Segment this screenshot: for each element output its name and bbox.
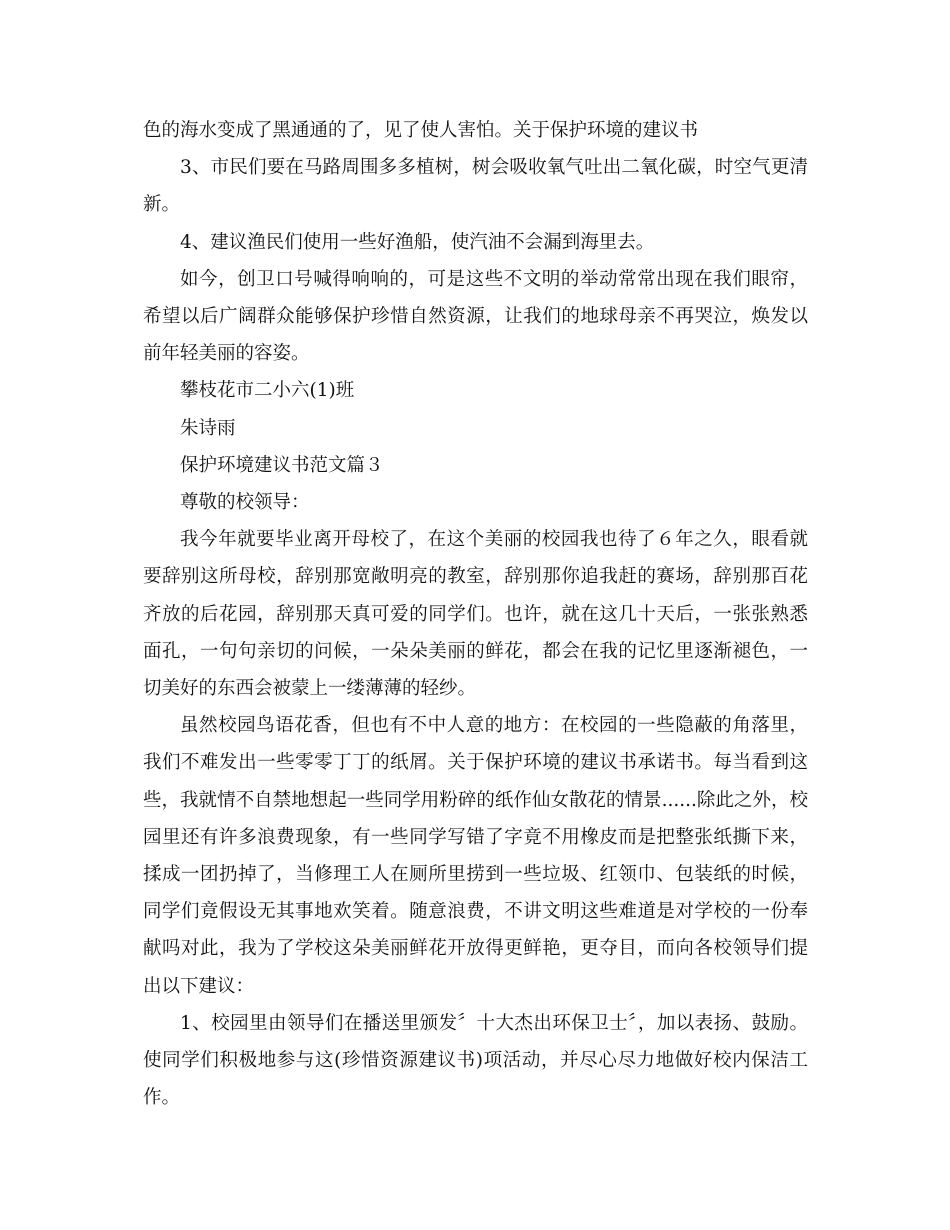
paragraph-suggestion-1: 1、校园里由领导们在播送里颁发〞十大杰出环保卫士〞，加以表扬、鼓励。使同学们积极地参与这(珍惜资源建议书)项活动，并尽心尽力地做好校内保洁工作。 bbox=[143, 1012, 808, 1109]
document-body bbox=[143, 112, 808, 1116]
paragraph-suggestion-4: 4、建议渔民们使用一些好渔船，使汽油不会漏到海里去。 bbox=[180, 231, 655, 253]
signature-name: 朱诗雨 bbox=[180, 417, 236, 439]
paragraph-suggestion-3: 3、市民们要在马路周围多多植树，树会吸收氧气吐出二氧化碳，时空气更清新。 bbox=[143, 157, 808, 216]
paragraph-problems: 虽然校园鸟语花香，但也有不中人意的地方：在校园的一些隐蔽的角落里，我们不难发出一些零零丁丁的纸屑。关于保护环境的建议书承诺书。每当看到这些，我就情不自禁地想起一些同学用粉碎的纸作仙女散花的情景......除此之外，校园里还有许多浪费现象，有一些同学写错了字竟不用橡皮而是把整张纸撕下来，揉成一团扔掉了，当修理工人在厕所里捞到一些垃圾、红领巾、包装纸的时候，同学们竟假设无其事地欢笑着。随意浪费，不讲文明这些难道是对学校的一份奉献吗对此，我为了学校这朵美丽鲜花开放得更鲜艳，更夺目，而向各校领导们提出以下建议： bbox=[143, 715, 808, 997]
salutation: 尊敬的校领导： bbox=[180, 492, 310, 514]
paragraph-continuation: 色的海水变成了黑通通的了，见了使人害怕。关于保护环境的建议书 bbox=[143, 120, 699, 141]
paragraph-conclusion: 如今，创卫口号喊得响响的，可是这些不文明的举动常常出现在我们眼帘，希望以后广阔群众能够保护珍惜自然资源，让我们的地球母亲不再哭泣，焕发以前年轻美丽的容姿。 bbox=[143, 268, 808, 365]
paragraph-intro: 我今年就要毕业离开母校了，在这个美丽的校园我也待了６年之久，眼看就要辞别这所母校，辞别那宽敞明亮的教室，辞别那你追我赶的赛场，辞别那百花齐放的后花园，辞别那天真可爱的同学们。也许，就在这几十天后，一张张熟悉面孔，一句句亲切的问候，一朵朵美丽的鲜花，都会在我的记忆里逐渐褪色，一切美好的东西会被蒙上一缕薄薄的轻纱。 bbox=[143, 529, 808, 700]
section-title: 保护环境建议书范文篇３ bbox=[180, 454, 384, 476]
signature-class: 攀枝花市二小六(1)班 bbox=[180, 380, 355, 402]
